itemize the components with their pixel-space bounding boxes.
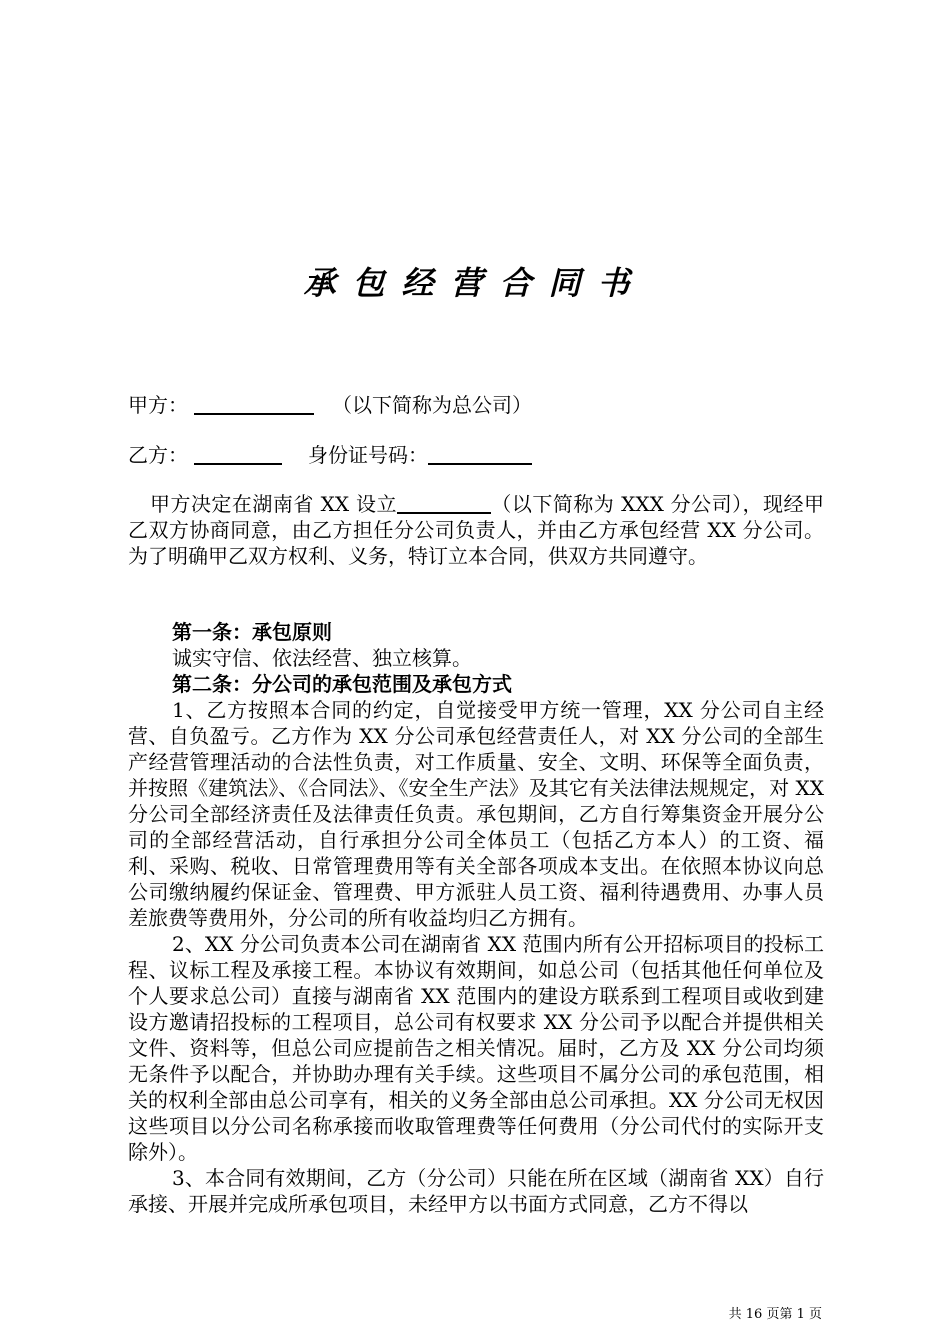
party-b-label: 乙方： — [128, 443, 188, 467]
article-2-heading: 第二条：分公司的承包范围及承包方式 — [172, 672, 512, 696]
article-2-paragraph-3: 3、本合同有效期间，乙方（分公司）只能在所在区域（湖南省 XX）自行承接、开展并完成所承包项目，未经甲方以书面方式同意，乙方不得以 — [128, 1166, 824, 1216]
id-number-blank — [428, 443, 532, 465]
party-b-blank — [194, 443, 282, 465]
intro-before-blank: 甲方决定在湖南省 XX 设立 — [150, 492, 397, 516]
party-a-label: 甲方： — [128, 393, 188, 417]
article-2-paragraph-2: 2、XX 分公司负责本公司在湖南省 XX 范围内所有公开招标项目的投标工程、议标工程及承接工程。本协议有效期间，如总公司（包括其他任何单位及个人要求总公司）直接与湖南省 XX 范围内的建设方联系到工程项目或收到建设方邀请招投标的工程项目，总公司有权要求 XX 分公司予以配合并提供相关文件、资料等，但总公司应提前告之相关情况。届时，乙方及 XX 分公司均须无条件予以配合，并协助办理有关手续。这些项目不属分公司的承包范围，相关的权利全部由总公司享有，相关的义务全部由总公司承担。XX 分公司无权因这些项目以分公司名称承接而收取管理费等任何费用（分公司代付的实际开支除外）。 — [128, 932, 824, 1164]
article-2-paragraph-1: 1、乙方按照本合同的约定，自觉接受甲方统一管理，XX 分公司自主经营、自负盈亏。乙方作为 XX 分公司承包经营责任人，对 XX 分公司的全部生产经营管理活动的合法性负责，对工作质量、安全、文明、环保等全面负责，并按照《建筑法》、《合同法》、《安全生产法》及其它有关法律法规规定，对 XX 分公司全部经济责任及法律责任负责。承包期间，乙方自行筹集资金开展分公司的全部经营活动，自行承担分公司全体员工（包括乙方本人）的工资、福利、采购、税收、日常管理费用等有关全部各项成本支出。在依照本协议向总公司缴纳履约保证金、管理费、甲方派驻人员工资、福利待遇费用、办事人员差旅费等费用外，分公司的所有收益均归乙方拥有。 — [128, 698, 824, 930]
page-footer: 共 16 页第 1 页 — [728, 1307, 822, 1322]
id-number-label: 身份证号码： — [308, 443, 428, 467]
party-a-line — [128, 391, 532, 419]
articles-section — [128, 619, 824, 1217]
party-b-line — [128, 441, 532, 469]
branch-name-blank — [397, 492, 491, 514]
article-1-heading: 第一条：承包原则 — [172, 620, 332, 644]
article-1-text: 诚实守信、依法经营、独立核算。 — [172, 646, 472, 670]
intro-after-blank: （以下简称为 XXX 分公司），现经甲乙双方协商同意，由乙方担任分公司负责人，并由乙方承包经营 XX 分公司。为了明确甲乙双方权利、义务，特订立本合同，供双方共同遵守。 — [128, 492, 824, 568]
document-title: 承包经营合同书 — [303, 264, 647, 302]
party-a-note: （以下简称为总公司） — [332, 393, 532, 417]
intro-paragraph — [128, 491, 824, 569]
party-a-blank — [194, 393, 314, 415]
